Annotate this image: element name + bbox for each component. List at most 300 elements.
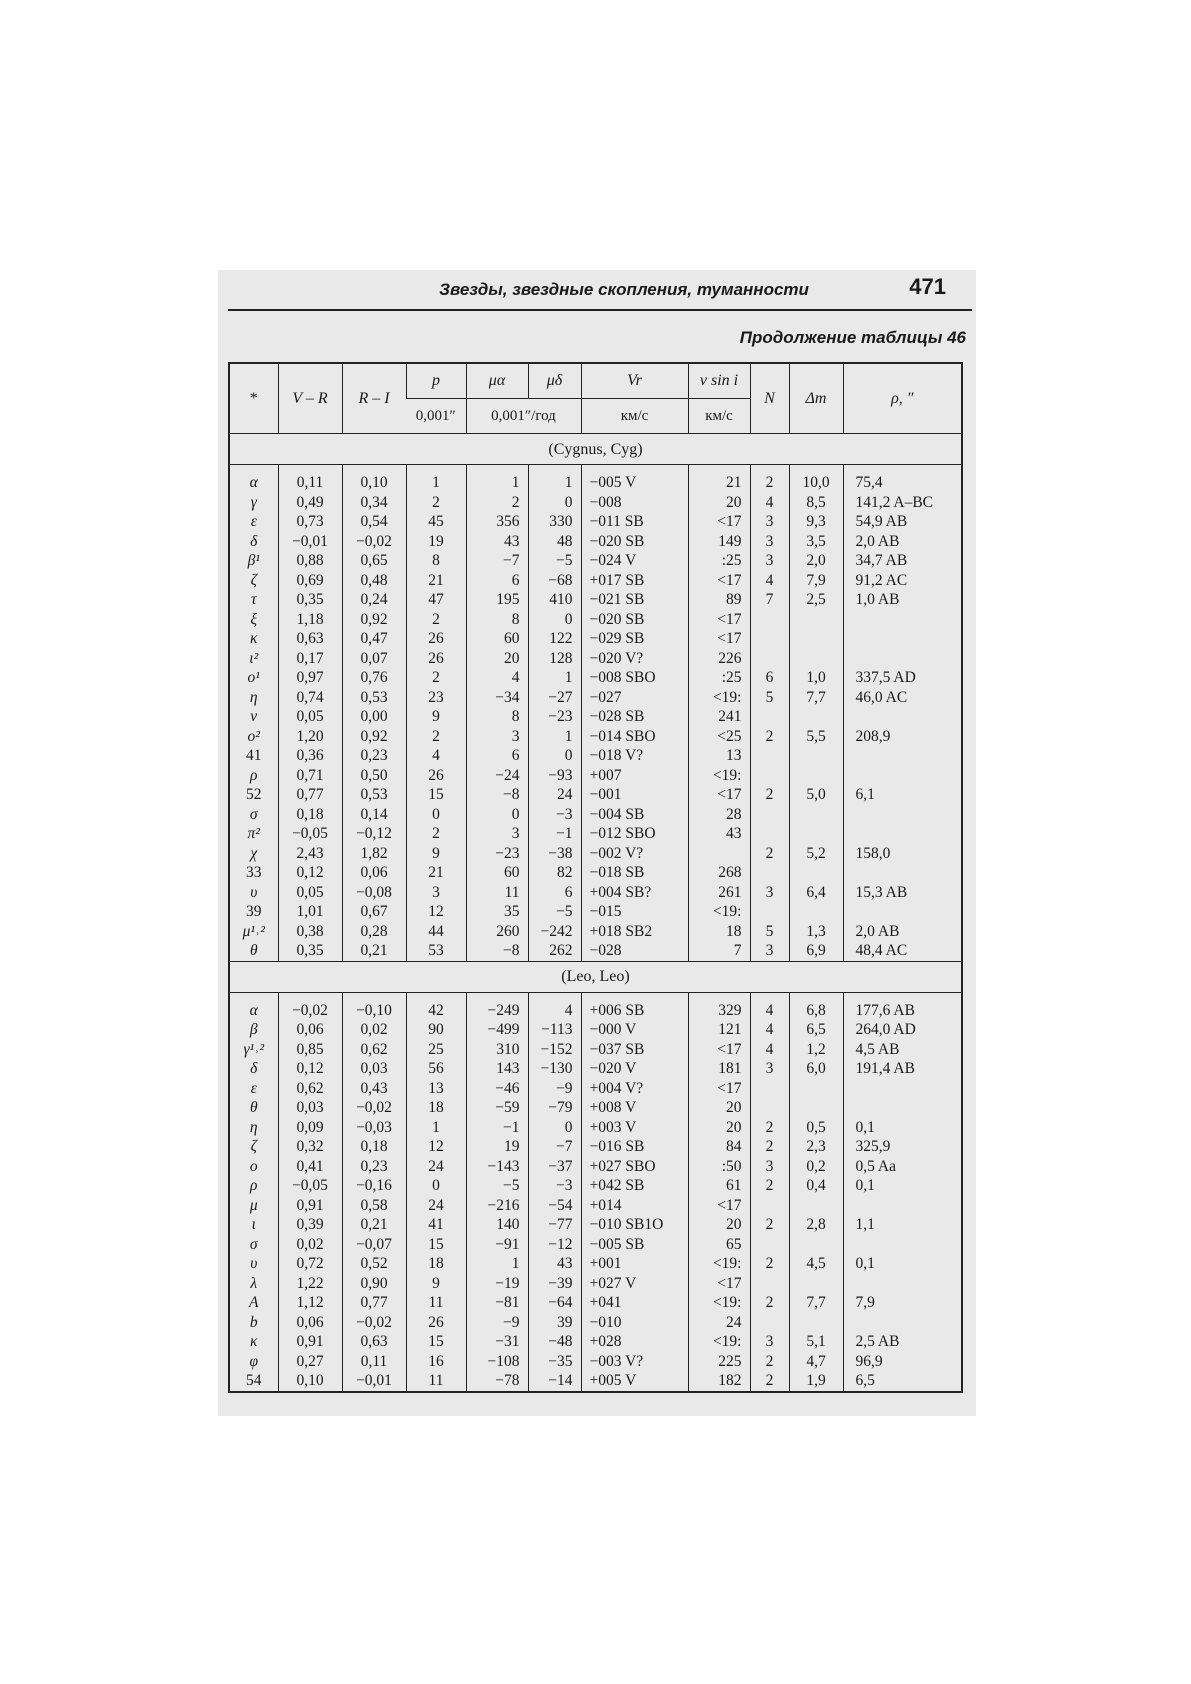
table-row: [230, 668, 961, 688]
cell-mu-delta: −1: [528, 824, 581, 844]
unit-parallax: 0,001″: [406, 399, 466, 434]
col-header-parallax: p: [406, 364, 466, 399]
cell-mu-alpha: −1: [466, 1118, 528, 1138]
cell-r-i: 0,23: [342, 1157, 406, 1177]
spacer-cell: [581, 465, 688, 474]
table-row: [230, 512, 961, 532]
cell-radial-velocity: −020 SB: [581, 532, 688, 552]
spacer-cell: [528, 992, 581, 1001]
table-row: [230, 844, 961, 864]
cell-parallax: 8: [406, 551, 466, 571]
cell-parallax: 15: [406, 1332, 466, 1352]
cell-n: 2: [750, 1293, 789, 1313]
cell-v-r: 0,74: [278, 688, 342, 708]
cell-rho: 1,1: [843, 1215, 961, 1235]
cell-mu-alpha: 19: [466, 1137, 528, 1157]
cell-parallax: 44: [406, 922, 466, 942]
spacer-cell: [278, 465, 342, 474]
cell-radial-velocity: +004 SB?: [581, 883, 688, 903]
cell-mu-alpha: 4: [466, 668, 528, 688]
cell-delta-m: 7,7: [789, 1293, 843, 1313]
cell-r-i: 0,54: [342, 512, 406, 532]
cell-n: [750, 766, 789, 786]
cell-star-name: ε: [250, 513, 257, 531]
cell-rho: 1,0 AB: [843, 590, 961, 610]
cell-n: 2: [750, 727, 789, 747]
cell-vsini: 149: [688, 532, 750, 552]
cell-v-r: 1,12: [278, 1293, 342, 1313]
cell-v-r: 0,02: [278, 1235, 342, 1255]
table-row: [230, 707, 961, 727]
cell-mu-alpha: −34: [466, 688, 528, 708]
cell-mu-alpha: 20: [466, 649, 528, 669]
cell-n: 2: [750, 1215, 789, 1235]
cell-delta-m: 8,5: [789, 493, 843, 513]
cell-delta-m: 6,5: [789, 1020, 843, 1040]
cell-star-name: ρ: [250, 1177, 258, 1195]
cell-mu-delta: 122: [528, 629, 581, 649]
unit-proper-motion: 0,001″/год: [466, 399, 581, 434]
cell-n: [750, 902, 789, 922]
cell-rho: [843, 766, 961, 786]
cell-rho: 177,6 AB: [843, 1001, 961, 1021]
cell-n: [750, 707, 789, 727]
col-header-v-r: V – R: [278, 364, 342, 434]
table-row: [230, 1001, 961, 1021]
cell-mu-alpha: 2: [466, 493, 528, 513]
cell-r-i: −0,02: [342, 1313, 406, 1333]
cell-parallax: 13: [406, 1079, 466, 1099]
cell-vsini: <17: [688, 1079, 750, 1099]
cell-rho: [843, 1079, 961, 1099]
cell-rho: [843, 1235, 961, 1255]
cell-mu-delta: 330: [528, 512, 581, 532]
cell-n: [750, 1196, 789, 1216]
cell-n: 5: [750, 688, 789, 708]
cell-n: 3: [750, 512, 789, 532]
cell-n: 3: [750, 1332, 789, 1352]
cell-radial-velocity: −020 SB: [581, 610, 688, 630]
cell-radial-velocity: +042 SB: [581, 1176, 688, 1196]
cell-vsini: 7: [688, 941, 750, 961]
group-spacer: [230, 992, 961, 1001]
spacer-cell: [230, 465, 278, 474]
cell-r-i: 0,53: [342, 785, 406, 805]
cell-r-i: −0,10: [342, 1001, 406, 1021]
cell-mu-alpha: −7: [466, 551, 528, 571]
cell-n: 6: [750, 668, 789, 688]
cell-v-r: 1,20: [278, 727, 342, 747]
cell-rho: [843, 863, 961, 883]
cell-mu-delta: −7: [528, 1137, 581, 1157]
cell-mu-delta: −113: [528, 1020, 581, 1040]
cell-mu-delta: −38: [528, 844, 581, 864]
spacer-cell: [750, 992, 789, 1001]
cell-n: 3: [750, 532, 789, 552]
cell-n: 7: [750, 590, 789, 610]
cell-delta-m: 0,4: [789, 1176, 843, 1196]
cell-vsini: 84: [688, 1137, 750, 1157]
cell-v-r: 0,03: [278, 1098, 342, 1118]
cell-mu-alpha: 195: [466, 590, 528, 610]
cell-vsini: 226: [688, 649, 750, 669]
cell-n: 4: [750, 1040, 789, 1060]
cell-v-r: 0,41: [278, 1157, 342, 1177]
cell-radial-velocity: −001: [581, 785, 688, 805]
cell-vsini: 261: [688, 883, 750, 903]
col-header-vsini: v sin i: [688, 364, 750, 399]
cell-parallax: 24: [406, 1157, 466, 1177]
group-spacer: [230, 465, 961, 474]
cell-mu-alpha: −23: [466, 844, 528, 864]
cell-star-name: 33: [246, 864, 262, 882]
cell-r-i: 0,65: [342, 551, 406, 571]
cell-vsini: 121: [688, 1020, 750, 1040]
table-row: [230, 941, 961, 961]
table-row: [230, 610, 961, 630]
cell-star-name: η: [249, 1118, 258, 1136]
cell-r-i: 0,90: [342, 1274, 406, 1294]
cell-radial-velocity: +017 SB: [581, 571, 688, 591]
table-row: [230, 1196, 961, 1216]
cell-rho: 191,4 AB: [843, 1059, 961, 1079]
cell-n: 2: [750, 1118, 789, 1138]
cell-radial-velocity: −015: [581, 902, 688, 922]
cell-delta-m: [789, 1098, 843, 1118]
cell-star-name: π²: [247, 825, 260, 843]
cell-delta-m: 0,5: [789, 1118, 843, 1138]
cell-rho: 91,2 AC: [843, 571, 961, 591]
cell-radial-velocity: −029 SB: [581, 629, 688, 649]
cell-radial-velocity: +004 V?: [581, 1079, 688, 1099]
spacer-cell: [843, 465, 961, 474]
cell-mu-delta: −242: [528, 922, 581, 942]
cell-v-r: 0,62: [278, 1079, 342, 1099]
cell-vsini: <19:: [688, 766, 750, 786]
cell-star-name: o: [249, 1157, 258, 1175]
cell-mu-alpha: −8: [466, 785, 528, 805]
cell-n: 3: [750, 551, 789, 571]
cell-star-name: α: [249, 474, 258, 492]
cell-mu-delta: 0: [528, 1118, 581, 1138]
cell-n: 3: [750, 883, 789, 903]
cell-vsini: [688, 844, 750, 864]
cell-star-name: δ: [250, 532, 258, 550]
cell-v-r: −0,02: [278, 1001, 342, 1021]
cell-parallax: 19: [406, 532, 466, 552]
cell-v-r: 0,35: [278, 941, 342, 961]
cell-mu-delta: 128: [528, 649, 581, 669]
cell-vsini: :50: [688, 1157, 750, 1177]
cell-delta-m: 5,5: [789, 727, 843, 747]
cell-parallax: 11: [406, 1371, 466, 1391]
cell-mu-alpha: −499: [466, 1020, 528, 1040]
cell-vsini: <19:: [688, 1332, 750, 1352]
cell-delta-m: 2,5: [789, 590, 843, 610]
table-row: [230, 922, 961, 942]
cell-n: [750, 805, 789, 825]
spacer-cell: [528, 465, 581, 474]
table-row: [230, 785, 961, 805]
cell-parallax: 15: [406, 785, 466, 805]
cell-r-i: 0,14: [342, 805, 406, 825]
spacer-cell: [843, 992, 961, 1001]
cell-rho: 15,3 AB: [843, 883, 961, 903]
cell-v-r: 0,97: [278, 668, 342, 688]
col-header-mu-delta: μδ: [528, 364, 581, 399]
spacer-cell: [342, 465, 406, 474]
cell-star-name: 52: [246, 786, 262, 804]
cell-parallax: 18: [406, 1098, 466, 1118]
cell-delta-m: [789, 863, 843, 883]
cell-mu-delta: −77: [528, 1215, 581, 1235]
cell-star-name: γ¹˒²: [243, 1040, 265, 1058]
cell-radial-velocity: −010: [581, 1313, 688, 1333]
cell-parallax: 2: [406, 493, 466, 513]
cell-rho: [843, 707, 961, 727]
table-body: [230, 434, 961, 1391]
cell-parallax: 21: [406, 571, 466, 591]
cell-mu-delta: −3: [528, 805, 581, 825]
cell-vsini: 24: [688, 1313, 750, 1333]
cell-r-i: 0,34: [342, 493, 406, 513]
cell-star-name: τ: [250, 591, 257, 609]
cell-delta-m: 1,0: [789, 668, 843, 688]
cell-n: 4: [750, 1001, 789, 1021]
cell-v-r: 0,05: [278, 707, 342, 727]
cell-star-name: ι: [251, 1216, 256, 1234]
cell-v-r: −0,05: [278, 1176, 342, 1196]
cell-star-name: θ: [249, 942, 258, 960]
cell-radial-velocity: +041: [581, 1293, 688, 1313]
cell-radial-velocity: −016 SB: [581, 1137, 688, 1157]
cell-vsini: <17: [688, 785, 750, 805]
cell-mu-delta: 0: [528, 746, 581, 766]
cell-mu-alpha: 140: [466, 1215, 528, 1235]
cell-parallax: 23: [406, 688, 466, 708]
cell-parallax: 3: [406, 883, 466, 903]
cell-star-name: 54: [246, 1372, 262, 1390]
cell-r-i: 0,00: [342, 707, 406, 727]
cell-rho: 0,5 Aa: [843, 1157, 961, 1177]
cell-parallax: 12: [406, 1137, 466, 1157]
cell-r-i: 0,58: [342, 1196, 406, 1216]
cell-delta-m: [789, 707, 843, 727]
cell-parallax: 2: [406, 610, 466, 630]
cell-r-i: 0,67: [342, 902, 406, 922]
cell-vsini: 20: [688, 1215, 750, 1235]
col-header-n: N: [750, 364, 789, 434]
cell-n: 2: [750, 844, 789, 864]
cell-r-i: 0,07: [342, 649, 406, 669]
cell-rho: [843, 805, 961, 825]
col-header-radial-velocity: Vr: [581, 364, 688, 399]
cell-v-r: 0,72: [278, 1254, 342, 1274]
cell-parallax: 2: [406, 824, 466, 844]
cell-star-name: ι²: [249, 649, 259, 667]
cell-vsini: 20: [688, 1098, 750, 1118]
cell-delta-m: 4,5: [789, 1254, 843, 1274]
cell-mu-alpha: −24: [466, 766, 528, 786]
table-row: [230, 1371, 961, 1391]
spacer-cell: [466, 465, 528, 474]
cell-delta-m: 5,1: [789, 1332, 843, 1352]
cell-mu-delta: 1: [528, 727, 581, 747]
cell-r-i: 0,63: [342, 1332, 406, 1352]
cell-r-i: 0,10: [342, 473, 406, 493]
cell-vsini: <17: [688, 610, 750, 630]
cell-vsini: 181: [688, 1059, 750, 1079]
cell-mu-delta: −23: [528, 707, 581, 727]
table-row: [230, 1332, 961, 1352]
col-header-mu-alpha: μα: [466, 364, 528, 399]
table-row: [230, 532, 961, 552]
cell-mu-alpha: 60: [466, 863, 528, 883]
cell-radial-velocity: −004 SB: [581, 805, 688, 825]
cell-vsini: 43: [688, 824, 750, 844]
cell-parallax: 2: [406, 727, 466, 747]
table-row: [230, 1313, 961, 1333]
cell-delta-m: 10,0: [789, 473, 843, 493]
cell-mu-delta: 1: [528, 473, 581, 493]
cell-rho: 208,9: [843, 727, 961, 747]
cell-vsini: <17: [688, 571, 750, 591]
cell-v-r: 0,06: [278, 1020, 342, 1040]
table-row: [230, 883, 961, 903]
cell-radial-velocity: +001: [581, 1254, 688, 1274]
cell-rho: 337,5 AD: [843, 668, 961, 688]
cell-vsini: 20: [688, 493, 750, 513]
cell-mu-delta: 6: [528, 883, 581, 903]
spacer-cell: [466, 992, 528, 1001]
cell-vsini: <17: [688, 512, 750, 532]
cell-radial-velocity: −002 V?: [581, 844, 688, 864]
cell-star-name: 41: [246, 747, 262, 765]
cell-rho: 2,0 AB: [843, 922, 961, 942]
cell-mu-alpha: 35: [466, 902, 528, 922]
unit-radial-velocity: км/с: [581, 399, 688, 434]
cell-mu-delta: 0: [528, 493, 581, 513]
col-header-r-i: R – I: [342, 364, 406, 434]
cell-n: [750, 1079, 789, 1099]
cell-mu-delta: 410: [528, 590, 581, 610]
cell-mu-alpha: 0: [466, 805, 528, 825]
cell-parallax: 15: [406, 1235, 466, 1255]
cell-delta-m: [789, 746, 843, 766]
cell-r-i: −0,16: [342, 1176, 406, 1196]
cell-delta-m: 3,5: [789, 532, 843, 552]
cell-mu-alpha: 1: [466, 473, 528, 493]
cell-star-name: ν: [250, 708, 258, 726]
col-header-star: *: [230, 364, 278, 434]
cell-v-r: 0,39: [278, 1215, 342, 1235]
cell-radial-velocity: +005 V: [581, 1371, 688, 1391]
table-row: [230, 746, 961, 766]
cell-vsini: <17: [688, 629, 750, 649]
cell-v-r: 0,27: [278, 1352, 342, 1372]
cell-vsini: <17: [688, 1274, 750, 1294]
cell-delta-m: 5,2: [789, 844, 843, 864]
cell-v-r: 0,17: [278, 649, 342, 669]
cell-star-name: θ: [249, 1099, 258, 1117]
cell-radial-velocity: +006 SB: [581, 1001, 688, 1021]
cell-vsini: <19:: [688, 1293, 750, 1313]
cell-vsini: 21: [688, 473, 750, 493]
cell-radial-velocity: −028 SB: [581, 707, 688, 727]
cell-n: 3: [750, 941, 789, 961]
cell-delta-m: [789, 1196, 843, 1216]
cell-radial-velocity: −012 SBO: [581, 824, 688, 844]
cell-r-i: 0,47: [342, 629, 406, 649]
cell-v-r: −0,01: [278, 532, 342, 552]
cell-r-i: 0,92: [342, 610, 406, 630]
cell-mu-delta: −37: [528, 1157, 581, 1177]
cell-v-r: 0,73: [278, 512, 342, 532]
cell-star-name: α: [249, 1001, 258, 1019]
table-row: [230, 1352, 961, 1372]
table-row: [230, 571, 961, 591]
cell-v-r: 0,10: [278, 1371, 342, 1391]
cell-v-r: 1,18: [278, 610, 342, 630]
cell-mu-alpha: −108: [466, 1352, 528, 1372]
cell-r-i: 0,23: [342, 746, 406, 766]
cell-r-i: −0,03: [342, 1118, 406, 1138]
book-page: [218, 270, 976, 1416]
cell-parallax: 26: [406, 649, 466, 669]
cell-parallax: 11: [406, 1293, 466, 1313]
cell-parallax: 25: [406, 1040, 466, 1060]
cell-n: 2: [750, 473, 789, 493]
cell-rho: 141,2 A–BC: [843, 493, 961, 513]
cell-delta-m: 9,3: [789, 512, 843, 532]
cell-radial-velocity: −000 V: [581, 1020, 688, 1040]
cell-mu-delta: −54: [528, 1196, 581, 1216]
cell-vsini: 225: [688, 1352, 750, 1372]
cell-radial-velocity: +007: [581, 766, 688, 786]
cell-mu-alpha: 3: [466, 824, 528, 844]
cell-r-i: 0,48: [342, 571, 406, 591]
cell-v-r: 0,49: [278, 493, 342, 513]
table-row: [230, 1059, 961, 1079]
cell-mu-delta: 43: [528, 1254, 581, 1274]
cell-mu-delta: −27: [528, 688, 581, 708]
cell-delta-m: 6,0: [789, 1059, 843, 1079]
cell-vsini: :25: [688, 668, 750, 688]
cell-parallax: 45: [406, 512, 466, 532]
cell-radial-velocity: +027 V: [581, 1274, 688, 1294]
cell-parallax: 18: [406, 1254, 466, 1274]
cell-parallax: 4: [406, 746, 466, 766]
cell-mu-alpha: −5: [466, 1176, 528, 1196]
cell-mu-alpha: 260: [466, 922, 528, 942]
cell-rho: 0,1: [843, 1118, 961, 1138]
cell-star-name: o²: [247, 727, 260, 745]
header-rule: [228, 309, 972, 311]
table-row: [230, 1215, 961, 1235]
cell-star-name: b: [249, 1313, 258, 1331]
table-row: [230, 863, 961, 883]
cell-parallax: 41: [406, 1215, 466, 1235]
cell-radial-velocity: −005 V: [581, 473, 688, 493]
cell-star-name: φ: [249, 1352, 259, 1370]
spacer-cell: [230, 992, 278, 1001]
cell-mu-delta: −68: [528, 571, 581, 591]
cell-mu-alpha: 3: [466, 727, 528, 747]
cell-vsini: 329: [688, 1001, 750, 1021]
cell-r-i: 0,92: [342, 727, 406, 747]
cell-delta-m: 0,2: [789, 1157, 843, 1177]
spacer-cell: [406, 465, 466, 474]
